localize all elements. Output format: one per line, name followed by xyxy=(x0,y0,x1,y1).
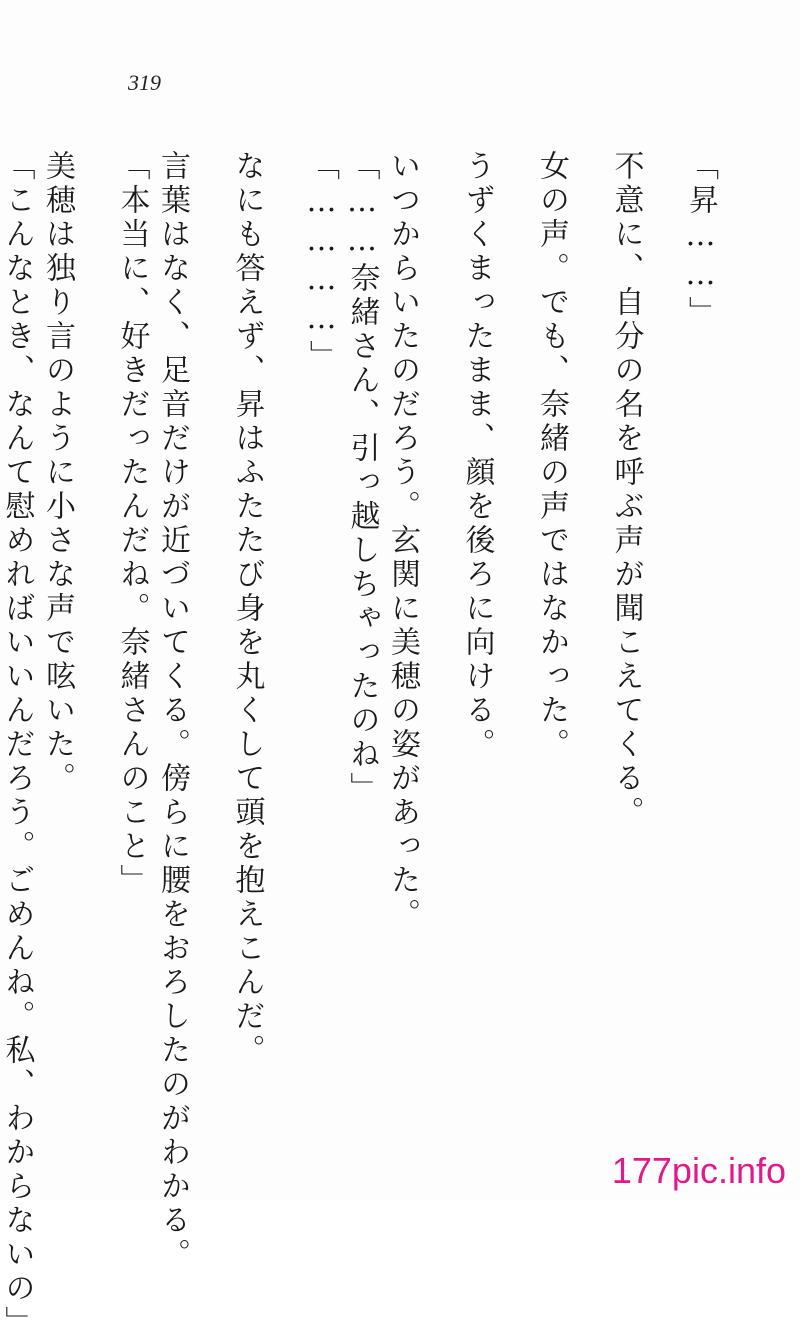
text-line-9: 言葉はなく、足音だけが近づいてくる。傍らに腰をおろしたのがわかる。 xyxy=(155,150,190,1272)
watermark: 177pic.info xyxy=(611,1150,786,1191)
text-line-3: 女の声。でも、奈緒の声ではなかった。 xyxy=(534,150,569,762)
page-number: 319 xyxy=(128,70,161,95)
text-line-1: 「昇……」 xyxy=(683,150,718,330)
text-line-8: なにも答えず、昇はふたたび身を丸くして頭を抱えこんだ。 xyxy=(229,150,265,1068)
text-line-4: うずくまったまま、顔を後ろに向ける。 xyxy=(459,150,495,762)
text-line-11: 美穂は独り言のように小さな声で呟いた。 xyxy=(40,150,75,796)
text-line-10: 「本当に、好きだったんだね。奈緒さんのこと」 xyxy=(114,150,150,898)
text-line-5: いつからいたのだろう。玄関に美穂の姿があった。 xyxy=(385,150,420,932)
text-line-7: 「…………」 xyxy=(304,150,339,374)
text-line-2: 不意に、自分の名を呼ぶ声が聞こえてくる。 xyxy=(608,150,644,830)
text-line-6: 「……奈緒さん、引っ越しちゃったのね」 xyxy=(344,150,380,806)
text-line-12: 「こんなとき、なんて慰めればいいんだろう。ごめんね。私、わからないの」 xyxy=(0,150,35,1340)
